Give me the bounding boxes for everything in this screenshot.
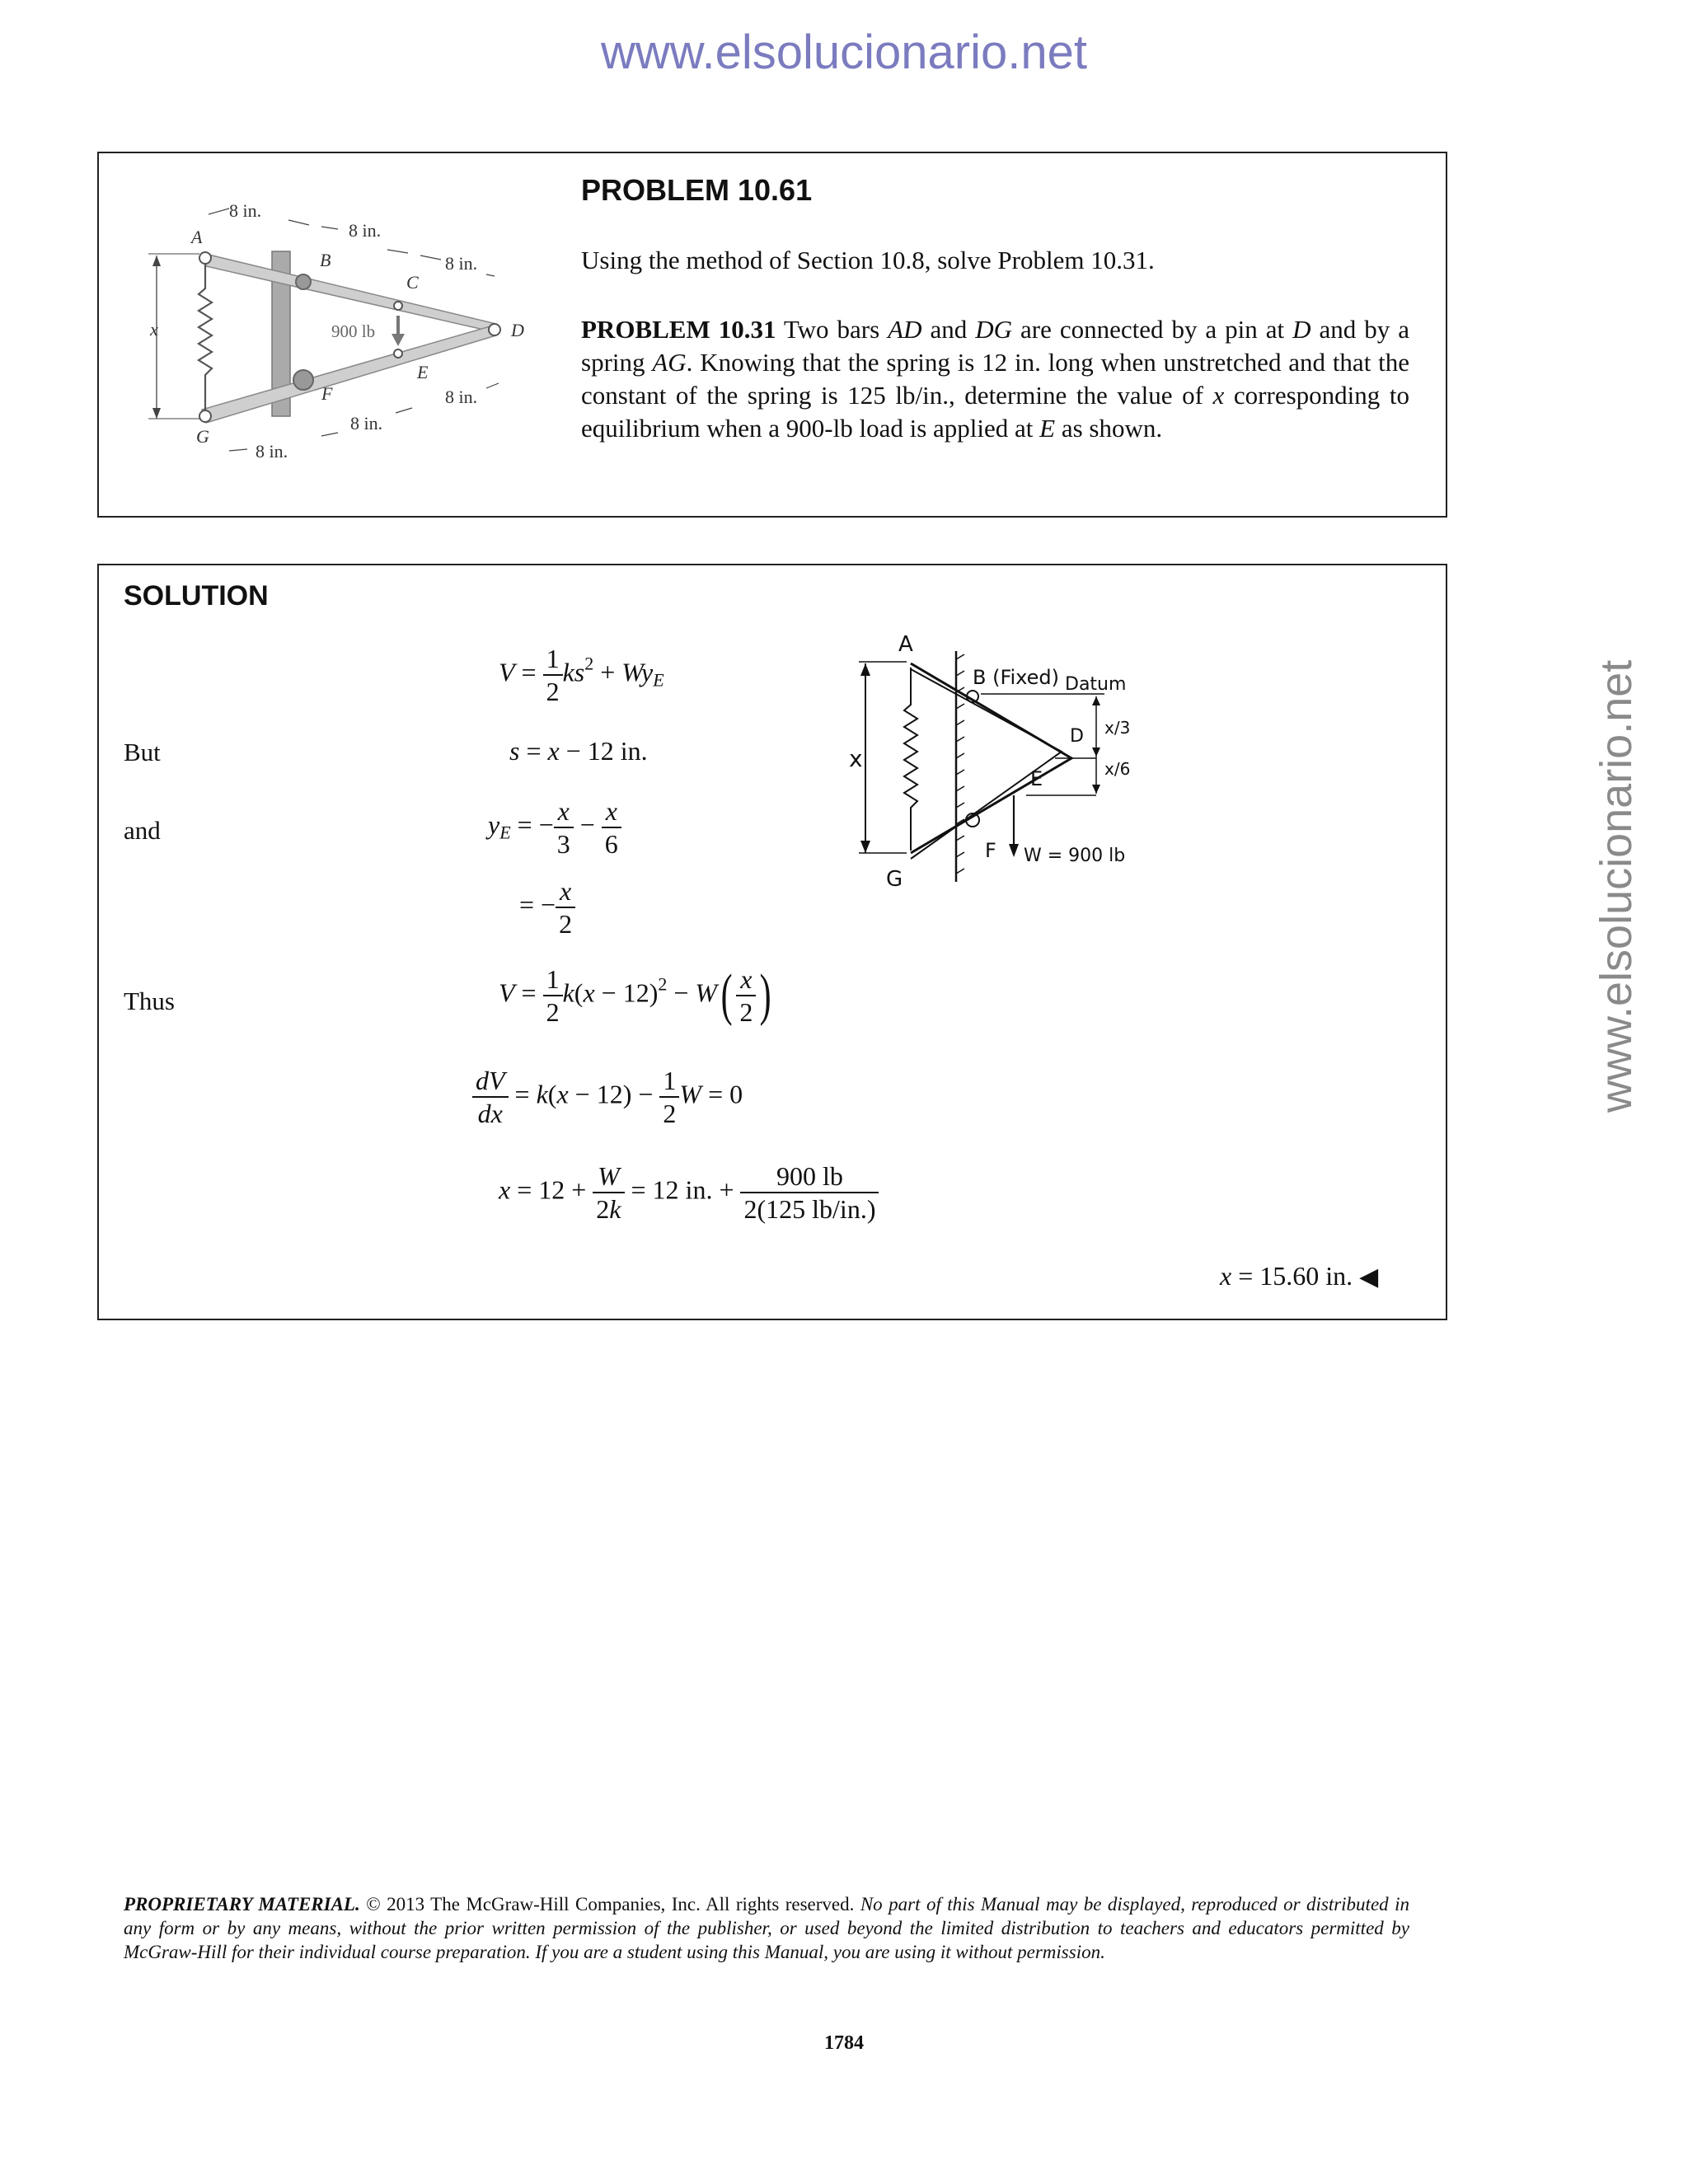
sketch-label-f: F (985, 839, 996, 862)
equation-derivative: $\frac{dV}{dx}$ = k(x − 12) − $\frac{1}{2}$ W = 0 (472, 1065, 743, 1129)
problem-title: PROBLEM 10.61 (581, 173, 813, 207)
dim-5: 8 in. (350, 413, 383, 434)
sketch-label-d: D (1070, 726, 1084, 747)
watermark-top: www.elsolucionario.net (601, 26, 1087, 79)
label-g: G (196, 426, 209, 447)
label-c: C (406, 272, 419, 293)
spring-ag (199, 264, 212, 410)
equation-ye: $y_E$ = − $\frac{x}{3}$ − $\frac{x}{6}$ (488, 795, 621, 860)
label-load: 900 lb (331, 321, 376, 341)
linkage-figure (124, 177, 552, 474)
problem-reference: PROBLEM 10.31 Two bars AD and DG are connected by a pin at D and by a spring AG. Knowing that the spring is 12 in. long when unstretched and that the constant of the spring is 125 lb/in., determine the value of x corresponding to equilibrium when a 900-lb load is applied at E as shown. (581, 315, 1409, 443)
dim-4: 8 in. (445, 387, 478, 407)
dim-3: 8 in. (445, 253, 478, 274)
answer: x = 15.60 in. ◀ (1220, 1261, 1379, 1291)
sketch-label-b: B (Fixed) (973, 666, 1060, 689)
dim-6: 8 in. (256, 441, 288, 462)
pin-f (293, 370, 313, 390)
sketch-label-e: E (1030, 767, 1043, 790)
problem-statement: Using the method of Section 10.8, solve Problem 10.31. (581, 246, 1155, 274)
equation-stretch: s = x − 12 in. (509, 736, 648, 766)
sketch-label-a: A (898, 635, 913, 657)
word-thus: Thus (124, 987, 175, 1015)
pin-b (296, 274, 311, 289)
equation-solve-x: x = 12 + $\frac{W}{2k}$ = 12 in. + $\frac{900 lb}{2(125 lb/in.)}$ (499, 1160, 879, 1225)
page-number: 1784 (824, 2032, 864, 2054)
label-f: F (321, 383, 333, 404)
dim-1: 8 in. (229, 200, 262, 221)
watermark-side: www.elsolucionario.net (1592, 659, 1641, 1113)
sketch-label-x6: x/6 (1104, 759, 1131, 779)
word-and: and (124, 816, 161, 845)
label-b: B (320, 250, 331, 270)
reference-label: PROBLEM 10.31 (581, 315, 776, 344)
equation-v-of-x: V = $\frac{1}{2}$ $k(x - 12)^2 - W$( $\frac{x}{2}$ ) (499, 963, 772, 1027)
footer-copyright: PROPRIETARY MATERIAL. © 2013 The McGraw-Hill Companies, Inc. All rights reserved. No part of this Manual may be displayed, reproduced or distributed in any form or by any means, without the prior written permission of the publisher, or used beyond the limited distribution to teachers and educators permitted by McGraw-Hill for their individual course preparation. If you are a student using this Manual, you are using it without permission. (124, 1894, 1409, 1962)
sketch-label-datum: Datum (1065, 674, 1127, 695)
pin-a (199, 252, 211, 264)
pin-d (489, 324, 500, 335)
label-x: x (150, 319, 158, 340)
sketch-label-w: W = 900 lb (1024, 846, 1126, 866)
sketch-label-x: x (849, 745, 863, 772)
dim-2: 8 in. (349, 220, 382, 241)
label-e: E (417, 362, 429, 382)
sketch-label-g: G (886, 867, 903, 892)
sketch-label-x3: x/3 (1104, 718, 1131, 738)
word-but: But (124, 738, 161, 766)
solution-title: SOLUTION (124, 580, 269, 612)
point-c (394, 302, 402, 310)
solution-sketch (849, 635, 1195, 907)
equation-ye-simplified: = − $\frac{x}{2}$ (519, 875, 575, 940)
equation-potential-energy: V = $\frac{1}{2}$ $ks^2 + Wy_E$ (499, 644, 664, 706)
label-d: D (511, 320, 524, 340)
point-e (394, 349, 402, 358)
label-a: A (191, 227, 203, 247)
pin-g (199, 410, 211, 422)
